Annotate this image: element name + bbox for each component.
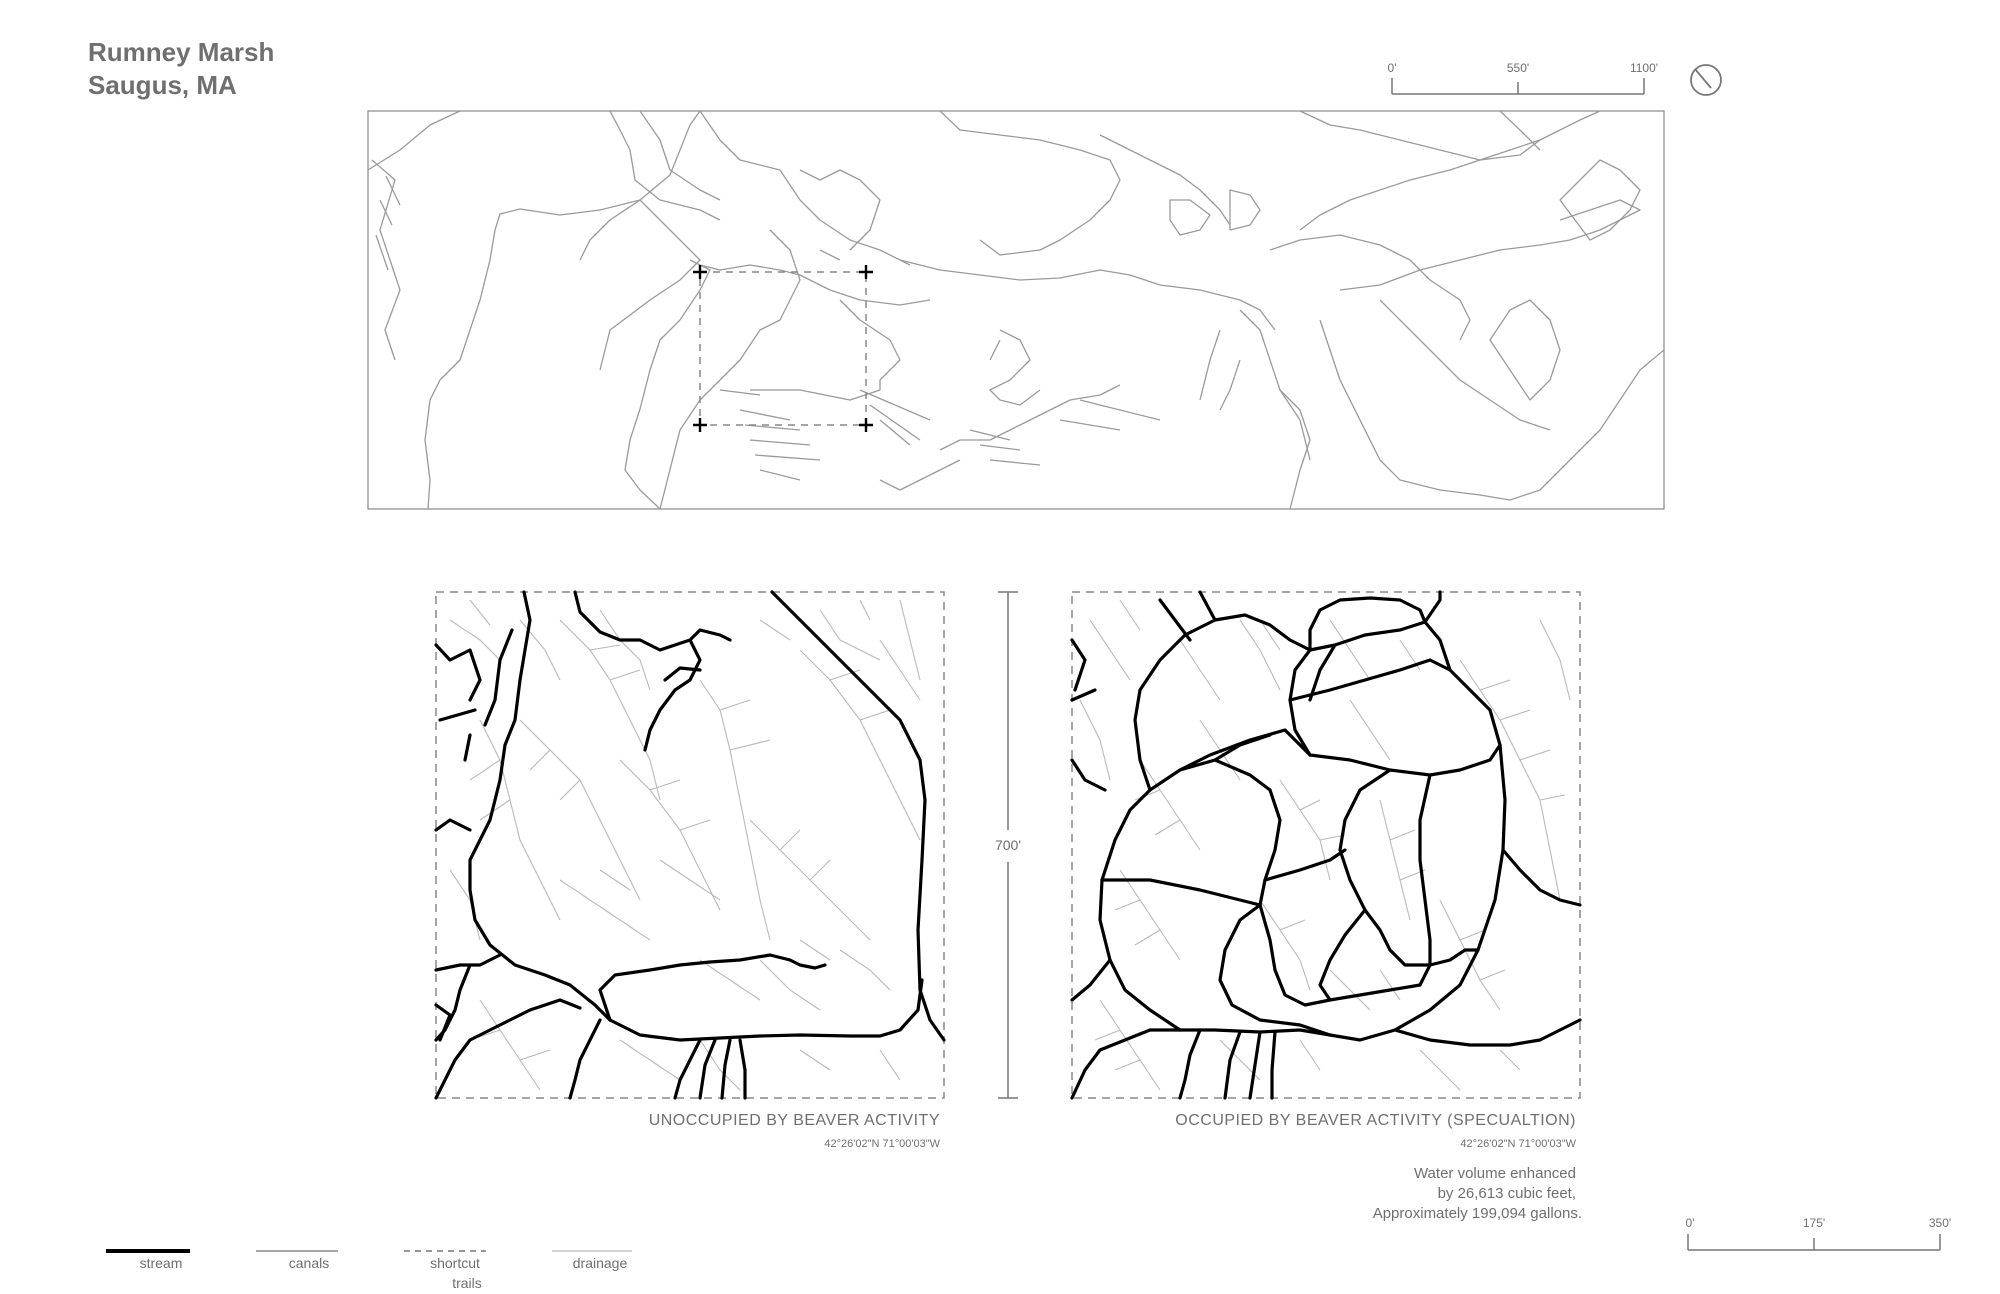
legend [106,1251,632,1291]
bottom-scale-tick-2: 350' [1928,1216,1952,1230]
left-panel-caption: UNOCCUPIED BY BEAVER ACTIVITY [648,1112,940,1129]
north-arrow-icon [1691,65,1721,95]
top-scale-tick-2: 1100' [1629,61,1659,75]
right-panel-note-2: by 26,613 cubic feet, [1437,1185,1576,1202]
left-panel-coords: 42°26'02"N 71°00'03"W [824,1138,940,1150]
legend-label-drainage: drainage [572,1255,628,1271]
top-scale-tick-1: 550' [1506,61,1530,75]
bottom-scale-tick-0: 0' [1685,1216,1695,1230]
top-scale-bar [1392,78,1644,94]
top-scale-tick-0: 0' [1387,61,1397,75]
legend-label-shortcut-1: shortcut [430,1255,480,1271]
right-panel-coords: 42°26'02"N 71°00'03"W [1460,1138,1576,1150]
title-line-1: Rumney Marsh [88,37,275,67]
right-panel-note-1: Water volume enhanced [1413,1165,1576,1182]
panel-occupied [1072,592,1580,1098]
right-panel-note-3: Approximately 199,094 gallons. [1372,1205,1582,1222]
overview-map [368,111,1664,509]
legend-label-stream: stream [139,1255,183,1271]
dimension-label: 700' [994,837,1022,853]
panel-unoccupied [436,592,944,1098]
legend-label-shortcut-2: trails [452,1275,482,1291]
legend-label-canals: canals [288,1255,330,1271]
title-line-2: Saugus, MA [88,70,237,100]
bottom-scale-bar [1688,1234,1940,1250]
right-panel-caption: OCCUPIED BY BEAVER ACTIVITY (SPECUALTION) [1175,1112,1576,1129]
bottom-scale-tick-1: 175' [1802,1216,1826,1230]
